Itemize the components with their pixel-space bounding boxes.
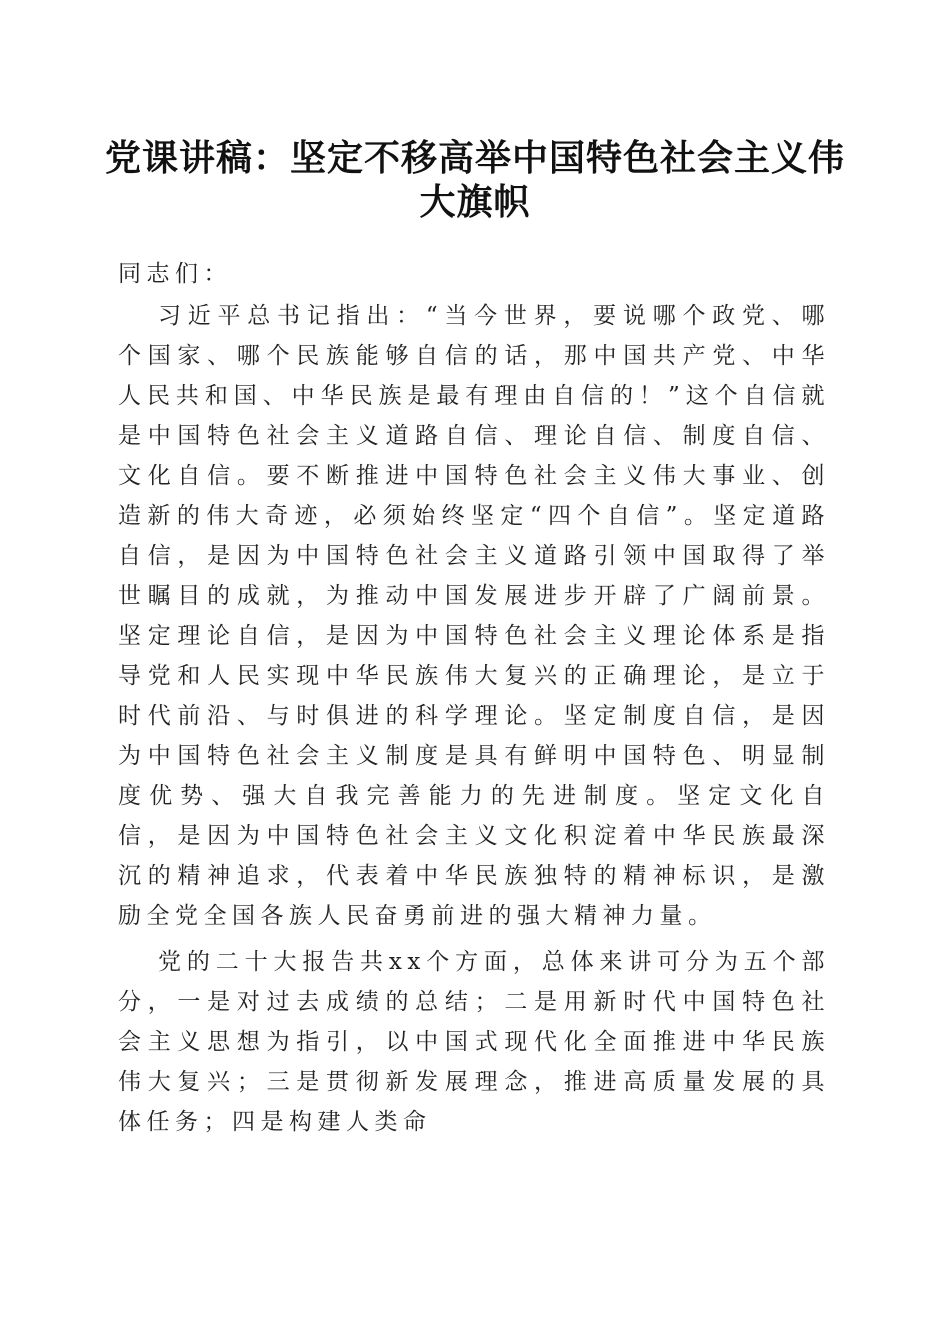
paragraph-2: 党的二十大报告共xx个方面，总体来讲可分为五个部分，一是对过去成绩的总结；二是用新时代中国特色社会主义思想为指引，以中国式现代化全面推进中华民族伟大复兴；三是贯彻新发展理念，推进高质量发展的具体任务；四是构建人类命 — [118, 949, 830, 1135]
paragraph-1: 习近平总书记指出：“当今世界，要说哪个政党、哪个国家、哪个民族能够自信的话，那中国共产党、中华人民共和国、中华民族是最有理由自信的！”这个自信就是中国特色社会主义道路自信、理论自信、制度自信、文化自信。要不断推进中国特色社会主义伟大事业、创造新的伟大奇迹，必须始终坚定“四个自信”。坚定道路自信，是因为中国特色社会主义道路引领中国取得了举世瞩目的成就，为推动中国发展进步开辟了广阔前景。坚定理论自信，是因为中国特色社会主义理论体系是指导党和人民实现中华民族伟大复兴的正确理论，是立于时代前沿、与时俱进的科学理论。坚定制度自信，是因为中国特色社会主义制度是具有鲜明中国特色、明显制度优势、强大自我完善能力的先进制度。坚定文化自信，是因为中国特色社会主义文化积淀着中华民族最深沉的精神追求，代表着中华民族独特的精神标识，是激励全党全国各族人民奋勇前进的强大精神力量。 — [118, 303, 830, 929]
document-title: 党课讲稿：坚定不移高举中国特色社会主义伟大旗帜 — [104, 137, 845, 223]
salutation: 同志们： — [118, 261, 232, 287]
document-body — [118, 254, 830, 1148]
